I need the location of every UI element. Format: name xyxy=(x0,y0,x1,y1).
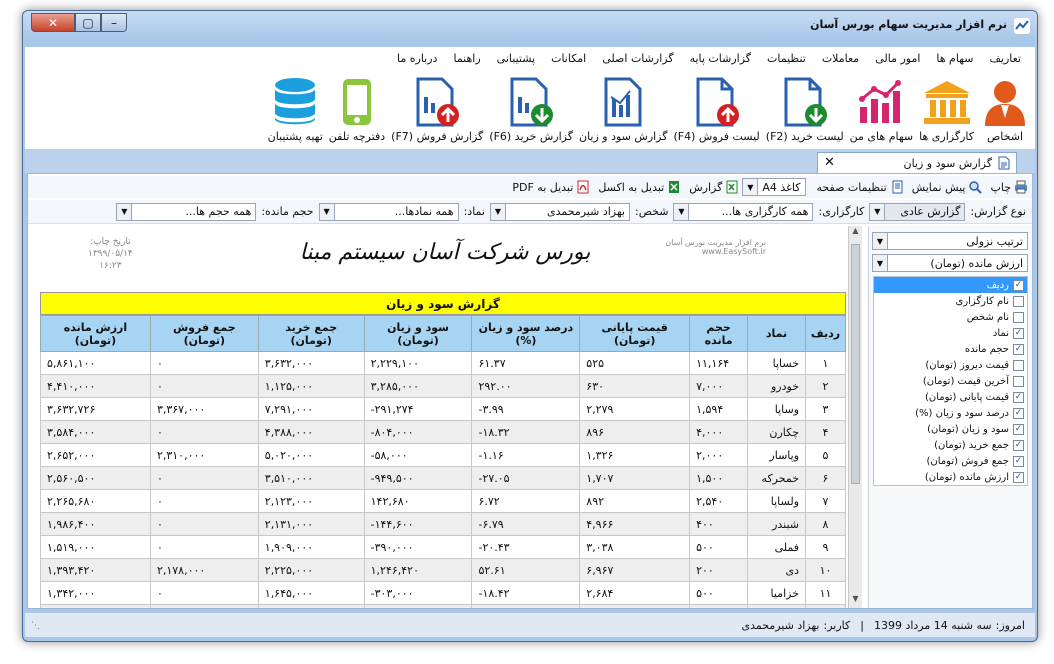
report-preview xyxy=(28,226,862,608)
title-bar[interactable] xyxy=(23,11,1037,41)
column-header[interactable]: ارزش مانده (تومان) xyxy=(41,316,151,352)
software-info: نرم افزار مدیریت بورس آسان www.EasySoft.ir xyxy=(665,238,766,256)
sort-by-select[interactable]: ارزش مانده (تومان) ▼ xyxy=(872,254,1028,272)
export-pdf-button[interactable]: تبدیل به PDF xyxy=(512,180,590,194)
print-options-bar xyxy=(28,176,1032,198)
sort-order-select[interactable]: ترتیب نزولی ▼ xyxy=(872,232,1028,250)
user-label: کاربر: xyxy=(823,618,851,632)
column-toggle[interactable]: ✓ درصد سود و زیان (%) xyxy=(915,407,1023,419)
export-excel-button[interactable]: تبدیل به اکسل xyxy=(598,180,681,194)
table-row[interactable]: ۹ فملی ۵۰۰ ۳,۰۳۸ -۲۰.۴۳ -۳۹۰,۰۰۰ ۱,۹۰۹,۰۰۰ ۰ ۱,۵۱۹,۰۰۰ xyxy=(41,536,846,559)
chevron-down-icon: ▼ xyxy=(743,179,758,195)
column-settings-panel xyxy=(868,226,1032,608)
checkbox-icon[interactable] xyxy=(1013,376,1024,387)
bank-icon xyxy=(922,79,972,125)
status-bar xyxy=(25,613,1035,637)
profit-loss-report-button[interactable]: گزارش سود و زیان xyxy=(579,77,668,143)
volume-select[interactable]: همه حجم ها... ▼ xyxy=(116,203,256,221)
column-toggle[interactable]: ✓ نماد xyxy=(992,327,1023,339)
page-settings-button[interactable]: تنظیمات صفحه xyxy=(817,180,904,194)
table-row[interactable]: ۳ وساپا ۱,۵۹۴ ۲,۲۷۹ -۳.۹۹ -۲۹۱,۲۷۴ ۷,۲۹۱,۰۰۰ ۳,۳۶۷,۰۰۰ ۳,۶۳۲,۷۲۶ xyxy=(41,398,846,421)
menu-bar xyxy=(25,47,1035,69)
checkbox-icon[interactable] xyxy=(1013,312,1024,323)
preview-button[interactable]: پیش نمایش xyxy=(912,180,983,194)
report-scrollbar[interactable] xyxy=(848,226,862,608)
chart-icon xyxy=(856,79,906,125)
scroll-down-icon[interactable]: ▼ xyxy=(852,594,859,603)
table-row[interactable]: ۱۰ دی ۲۰۰ ۶,۹۶۷ ۵۲.۶۱ ۱,۲۴۶,۴۲۰ ۲,۲۲۵,۰۰۰ ۲,۱۷۸,۰۰۰ ۱,۳۹۳,۴۲۰ xyxy=(41,559,846,582)
column-toggle[interactable]: ✓ حجم مانده xyxy=(964,343,1023,355)
printer-icon xyxy=(1014,180,1028,194)
report-upload-icon xyxy=(414,77,460,127)
status-separator: | xyxy=(860,618,864,632)
table-row[interactable]: ۶ خمحرکه ۱,۵۰۰ ۱,۷۰۷ -۲۷.۰۵ -۹۴۹,۵۰۰ ۳,۵۱۰,۰۰۰ ۰ ۲,۵۶۰,۵۰۰ xyxy=(41,467,846,490)
chevron-down-icon: ▼ xyxy=(870,204,885,220)
chevron-down-icon: ▼ xyxy=(491,204,506,220)
today-label: امروز: xyxy=(995,618,1025,632)
column-toggle[interactable]: ✓ جمع فروش (تومان) xyxy=(926,455,1023,467)
column-toggle[interactable]: نام کارگزاری xyxy=(874,293,1027,309)
print-button[interactable]: چاپ xyxy=(990,180,1028,194)
menu-stocks[interactable]: سهام ها xyxy=(936,51,974,65)
checkbox-checked-icon[interactable]: ✓ xyxy=(1014,407,1023,418)
phone-icon xyxy=(341,77,373,127)
scroll-thumb[interactable] xyxy=(851,244,860,484)
table-row[interactable]: ۷ ولساپا ۲,۵۴۰ ۸۹۲ ۶.۷۲ ۱۴۲,۶۸۰ ۲,۱۲۳,۰۰۰ ۰ ۲,۲۶۵,۶۸۰ xyxy=(41,490,846,513)
ribbon-toolbar xyxy=(25,69,1035,149)
chevron-down-icon: ▼ xyxy=(873,233,888,249)
menu-definitions[interactable]: تعاریف xyxy=(989,51,1021,65)
checkbox-checked-icon[interactable]: ✓ xyxy=(1014,423,1023,434)
person-icon xyxy=(983,78,1027,126)
profit-loss-table xyxy=(40,292,846,608)
column-toggle[interactable]: ✓ ردیف xyxy=(874,277,1027,293)
minimize-button[interactable]: – xyxy=(101,13,127,32)
checkbox-checked-icon[interactable]: ✓ xyxy=(1014,439,1023,450)
user-value: بهزاد شیرمحمدی xyxy=(741,618,820,632)
column-toggle[interactable]: ✓ سود و زیان (تومان) xyxy=(927,423,1023,435)
print-date: تاریخ چاپ: ۱۳۹۹/۰۵/۱۴ ۱۶:۲۳ xyxy=(88,237,133,271)
column-toggle[interactable]: قیمت دیروز (تومان) xyxy=(874,357,1027,373)
tab-close-icon[interactable]: ✕ xyxy=(824,155,835,170)
paper-size-select[interactable]: کاغذ A4 ▼ xyxy=(742,178,805,196)
table-row[interactable]: ۱۱ خزامیا ۵۰۰ ۲,۶۸۴ -۱۸.۴۲ -۳۰۳,۰۰۰ ۱,۶۴۵,۰۰۰ ۰ ۱,۳۴۲,۰۰۰ xyxy=(41,582,846,605)
menu-trades[interactable]: معاملات xyxy=(821,51,860,65)
maximize-button[interactable]: ▢ xyxy=(75,13,101,32)
column-toggle[interactable]: آخرین قیمت (تومان) xyxy=(874,373,1027,389)
tab-profit-loss-report[interactable]: گزارش سود و زیان ✕ xyxy=(817,152,1017,173)
menu-help[interactable]: راهنما xyxy=(453,51,481,65)
checkbox-checked-icon[interactable]: ✓ xyxy=(1014,471,1023,482)
sell-list-button[interactable]: لیست فروش (F4) xyxy=(674,77,760,143)
app-logo-icon xyxy=(1013,17,1031,35)
column-header[interactable]: جمع فروش (تومان) xyxy=(150,316,258,352)
menu-basic-reports[interactable]: گزارشات پایه xyxy=(689,51,752,65)
table-row[interactable]: ۵ وپاسار ۲,۰۰۰ ۱,۳۲۶ -۱.۱۶ -۵۸,۰۰۰ ۵,۰۲۰,۰۰۰ ۲,۳۱۰,۰۰۰ ۲,۶۵۲,۰۰۰ xyxy=(41,444,846,467)
chevron-down-icon: ▼ xyxy=(117,204,132,220)
scroll-up-icon[interactable]: ▲ xyxy=(852,226,859,235)
page-icon xyxy=(890,180,904,194)
column-header[interactable]: حجم مانده xyxy=(690,316,748,352)
checkbox-checked-icon[interactable]: ✓ xyxy=(1014,343,1023,354)
buy-report-button[interactable]: گزارش خرید (F6) xyxy=(489,77,573,143)
excel-report-icon xyxy=(725,180,739,194)
column-header[interactable]: نماد xyxy=(748,316,806,352)
column-toggle[interactable]: نام شخص xyxy=(874,309,1027,325)
broker-label: کارگزاری: xyxy=(818,205,865,218)
report-export-button[interactable]: گزارش xyxy=(689,180,739,194)
menu-about[interactable]: درباره ما xyxy=(397,51,438,65)
table-row[interactable] xyxy=(41,605,846,609)
chevron-down-icon: ▼ xyxy=(674,204,689,220)
person-select[interactable]: بهزاد شیرمحمدی ▼ xyxy=(490,203,630,221)
window-controls xyxy=(31,13,127,32)
filter-bar xyxy=(28,200,1032,224)
pdf-icon xyxy=(576,180,590,194)
sell-report-button[interactable]: گزارش فروش (F7) xyxy=(391,77,483,143)
column-header[interactable]: قیمت پایانی (تومان) xyxy=(580,316,690,352)
persons-button[interactable]: اشخاص xyxy=(980,77,1030,143)
close-button[interactable]: ✕ xyxy=(31,13,75,32)
table-title: گزارش سود و زیان xyxy=(40,292,846,315)
backup-button[interactable]: تهیه پشتیبان xyxy=(268,77,323,143)
column-toggle[interactable]: ✓ جمع خرید (تومان) xyxy=(934,439,1023,451)
menu-finance[interactable]: امور مالی xyxy=(875,51,921,65)
menu-settings[interactable]: تنظیمات xyxy=(767,51,806,65)
person-label: شخص: xyxy=(634,205,669,218)
column-header[interactable]: جمع خرید (تومان) xyxy=(258,316,364,352)
upload-doc-icon xyxy=(694,77,740,127)
column-toggle[interactable]: ✓ ارزش مانده (تومان) xyxy=(924,471,1023,483)
report-type-label: نوع گزارش: xyxy=(970,205,1026,218)
checkbox-checked-icon[interactable]: ✓ xyxy=(1014,391,1023,402)
company-name: بورس شرکت آسان سیستم مبنا xyxy=(299,240,591,265)
database-icon xyxy=(273,77,317,127)
volume-label: حجم مانده: xyxy=(261,205,314,218)
broker-select[interactable]: همه کارگزاری ها... ▼ xyxy=(673,203,813,221)
column-header[interactable]: درصد سود و زیان (%) xyxy=(472,316,580,352)
checkbox-icon[interactable] xyxy=(1013,360,1024,371)
menu-support[interactable]: پشتیبانی xyxy=(496,51,536,65)
download-doc-icon xyxy=(782,77,828,127)
column-toggle[interactable]: ✓ قیمت پایانی (تومان) xyxy=(924,391,1023,403)
menu-features[interactable]: امکانات xyxy=(551,51,587,65)
my-stocks-button[interactable]: سهام های من xyxy=(850,77,913,143)
report-type-select[interactable]: گزارش عادی ▼ xyxy=(869,203,965,221)
report-download-icon xyxy=(508,77,554,127)
table-header-row xyxy=(41,316,846,352)
report-icon xyxy=(602,77,644,127)
menu-main-reports[interactable]: گزارشات اصلی xyxy=(602,51,674,65)
column-header[interactable]: سود و زیان (تومان) xyxy=(364,316,472,352)
resize-grip-icon[interactable]: ⋰ xyxy=(31,621,40,631)
window-title: نرم افزار مدیریت سهام بورس آسان xyxy=(810,18,1007,31)
checkbox-checked-icon[interactable]: ✓ xyxy=(1014,455,1023,466)
document-icon xyxy=(998,156,1010,170)
report-panel xyxy=(27,173,1033,609)
excel-icon xyxy=(667,180,681,194)
table-row[interactable]: ۴ چکارن ۴,۰۰۰ ۸۹۶ -۱۸.۳۲ -۸۰۴,۰۰۰ ۴,۳۸۸,۰۰۰ ۰ ۳,۵۸۴,۰۰۰ xyxy=(41,421,846,444)
checkbox-checked-icon[interactable]: ✓ xyxy=(1014,279,1023,290)
column-header[interactable]: ردیف xyxy=(806,316,846,352)
brokers-button[interactable]: کارگزاری ها xyxy=(919,77,974,143)
chevron-down-icon: ▼ xyxy=(320,204,335,220)
document-tabs xyxy=(25,149,1035,173)
today-value: سه شنبه 14 مرداد 1399 xyxy=(873,618,992,632)
magnifier-icon xyxy=(968,180,982,194)
checkbox-icon[interactable] xyxy=(1013,296,1024,307)
app-window xyxy=(22,10,1038,642)
chevron-down-icon: ▼ xyxy=(873,255,888,271)
checkbox-checked-icon[interactable]: ✓ xyxy=(1014,327,1023,338)
table-row[interactable]: ۲ خودرو ۷,۰۰۰ ۶۳۰ ۲۹۲.۰۰ ۳,۲۸۵,۰۰۰ ۱,۱۲۵,۰۰۰ ۰ ۴,۴۱۰,۰۰۰ xyxy=(41,375,846,398)
table-row[interactable]: ۱ خساپا ۱۱,۱۶۴ ۵۲۵ ۶۱.۳۷ ۲,۲۲۹,۱۰۰ ۳,۶۳۲,۰۰۰ ۰ ۵,۸۶۱,۱۰۰ xyxy=(41,352,846,375)
column-visibility-list xyxy=(873,276,1028,486)
symbol-label: نماد: xyxy=(463,205,485,218)
report-header xyxy=(28,226,862,290)
phonebook-button[interactable]: دفترچه تلفن xyxy=(329,77,385,143)
buy-list-button[interactable]: لیست خرید (F2) xyxy=(766,77,844,143)
symbol-select[interactable]: همه نمادها... ▼ xyxy=(319,203,459,221)
table-row[interactable]: ۸ شبندر ۴۰۰ ۴,۹۶۶ -۶.۷۹ -۱۴۴,۶۰۰ ۲,۱۳۱,۰۰۰ ۰ ۱,۹۸۶,۴۰۰ xyxy=(41,513,846,536)
